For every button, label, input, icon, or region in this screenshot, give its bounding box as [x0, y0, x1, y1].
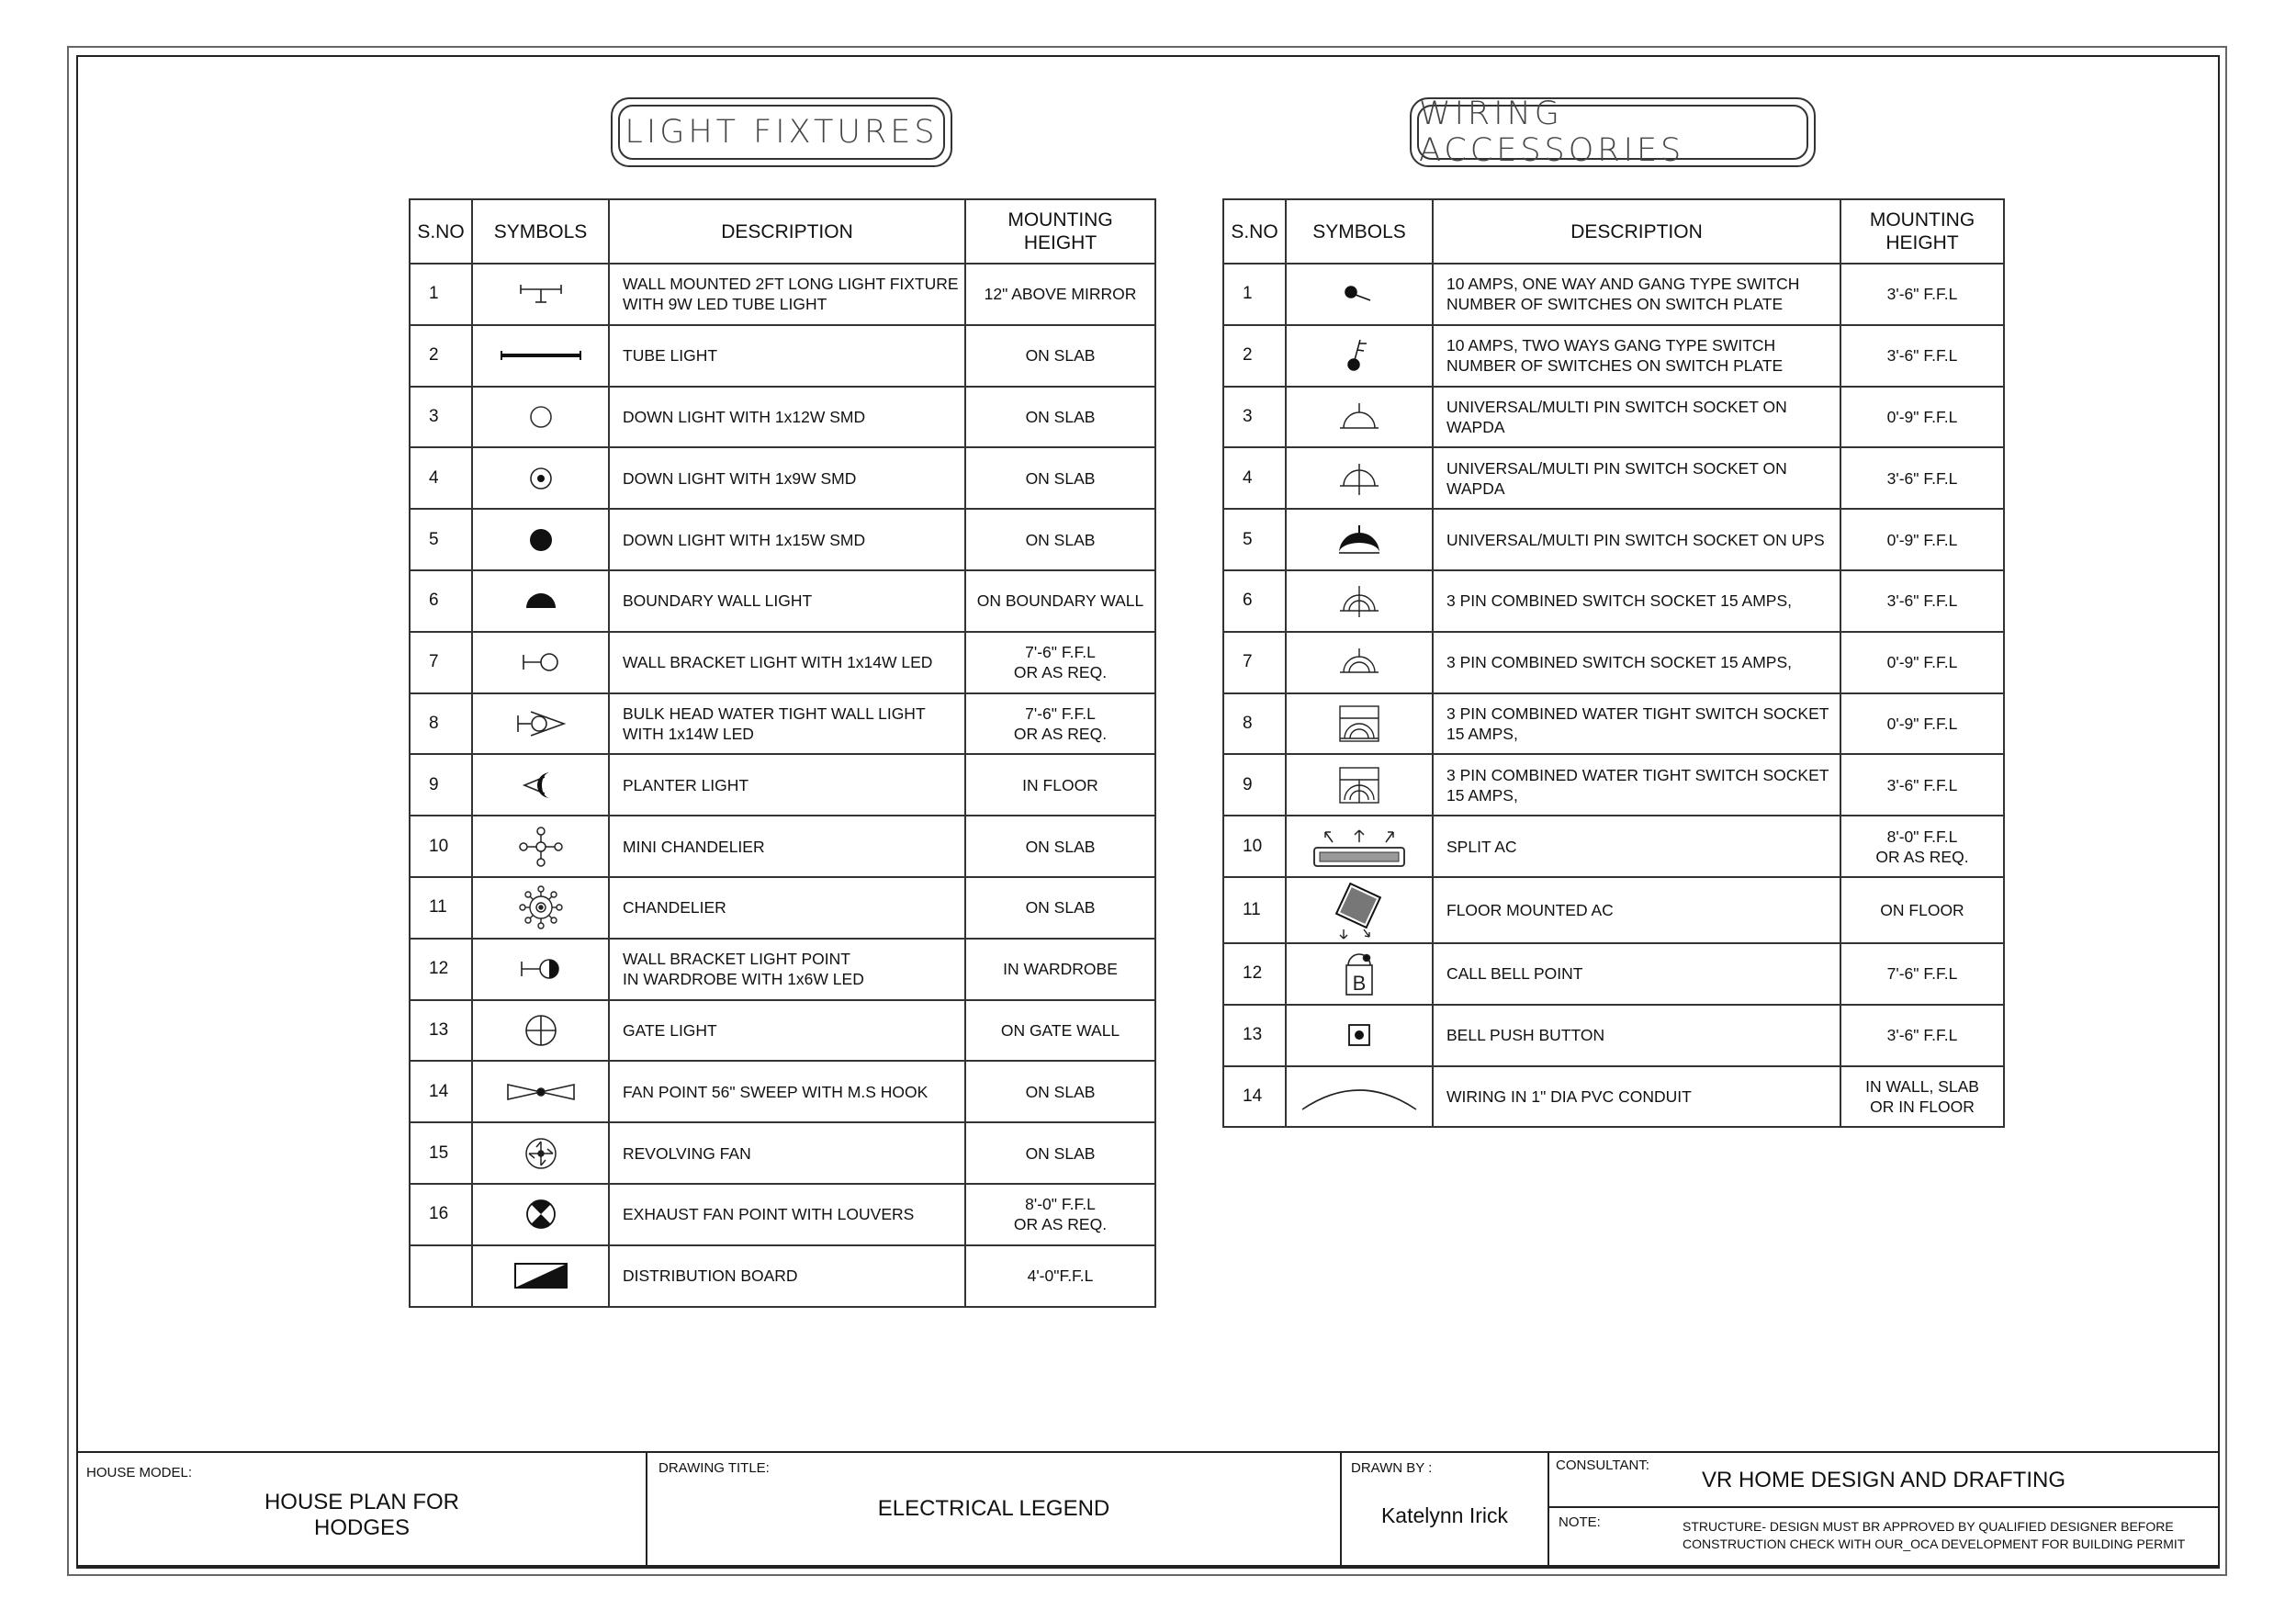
row-symbol-cell — [1286, 264, 1433, 325]
house-model-cell — [78, 1453, 647, 1565]
row-description: 10 AMPS, ONE WAY AND GANG TYPE SWITCH NUMBER OF SWITCHES ON SWITCH PLATE — [1433, 264, 1840, 325]
row-mounting-height: 8'-0" F.F.L OR AS REQ. — [1840, 816, 2004, 877]
table-row — [1223, 264, 2004, 325]
row-description: FAN POINT 56" SWEEP WITH M.S HOOK — [609, 1061, 965, 1122]
header-sno: S.NO — [410, 199, 472, 264]
bell-push-button-icon — [1287, 1021, 1432, 1049]
drawing-title-value: ELECTRICAL LEGEND — [877, 1496, 1110, 1521]
table-row — [410, 754, 1155, 816]
table-row — [1223, 632, 2004, 693]
table-header-row — [1223, 199, 2004, 264]
row-description: DISTRIBUTION BOARD — [609, 1245, 965, 1307]
row-description: WALL BRACKET LIGHT POINT IN WARDROBE WITH 1x6W LED — [609, 939, 965, 1000]
row-mounting-height: 3'-6" F.F.L — [1840, 754, 2004, 816]
row-symbol-cell — [472, 632, 609, 693]
call-bell-icon — [1287, 949, 1432, 998]
switch-socket-wapda-low-icon — [1287, 399, 1432, 435]
table-row — [410, 1061, 1155, 1122]
bulk-head-light-icon — [473, 708, 608, 739]
row-mounting-height: 3'-6" F.F.L — [1840, 325, 2004, 387]
row-description: WALL MOUNTED 2FT LONG LIGHT FIXTURE WITH 9W LED TUBE LIGHT — [609, 264, 965, 325]
row-sno: 11 — [1223, 877, 1286, 943]
row-mounting-height: IN WALL, SLAB OR IN FLOOR — [1840, 1066, 2004, 1128]
row-sno: 5 — [1223, 509, 1286, 570]
row-symbol-cell — [472, 816, 609, 877]
wiring-accessories-title: WIRING ACCESSORIES — [1419, 96, 1685, 169]
row-sno: 12 — [1223, 943, 1286, 1005]
row-mounting-height: IN WARDROBE — [965, 939, 1155, 1000]
row-description: DOWN LIGHT WITH 1x15W SMD — [609, 509, 965, 570]
table-row — [410, 387, 1155, 448]
row-symbol-cell — [1286, 632, 1433, 693]
row-symbol-cell — [1286, 877, 1433, 943]
row-sno: 1 — [1223, 264, 1286, 325]
water-tight-socket-high-icon — [1287, 764, 1432, 806]
row-symbol-cell — [1286, 693, 1433, 755]
table-row — [1223, 447, 2004, 509]
row-mounting-height: ON GATE WALL — [965, 1000, 1155, 1062]
row-sno: 2 — [1223, 325, 1286, 387]
row-sno: 2 — [410, 325, 472, 387]
switch-socket-ups-icon — [1287, 522, 1432, 558]
row-mounting-height: ON SLAB — [965, 816, 1155, 877]
two-way-switch-icon — [1287, 335, 1432, 376]
row-mounting-height: 7'-6" F.F.L OR AS REQ. — [965, 632, 1155, 693]
table-row — [1223, 325, 2004, 387]
row-symbol-cell — [1286, 1066, 1433, 1128]
wall-bracket-light-icon — [473, 648, 608, 676]
switch-socket-wapda-high-icon — [1287, 460, 1432, 497]
table-row — [410, 877, 1155, 939]
row-sno: 6 — [1223, 570, 1286, 632]
row-symbol-cell — [472, 1000, 609, 1062]
row-mounting-height: 3'-6" F.F.L — [1840, 264, 2004, 325]
row-symbol-cell — [1286, 754, 1433, 816]
row-sno: 6 — [410, 570, 472, 632]
row-sno: 15 — [410, 1122, 472, 1184]
row-description: UNIVERSAL/MULTI PIN SWITCH SOCKET ON WAPDA — [1433, 447, 1840, 509]
table-row — [410, 939, 1155, 1000]
row-sno: 8 — [410, 693, 472, 755]
header-description: DESCRIPTION — [609, 199, 965, 264]
row-mounting-height: ON SLAB — [965, 1122, 1155, 1184]
table-row — [410, 1184, 1155, 1245]
row-sno: 4 — [1223, 447, 1286, 509]
table-row — [1223, 1005, 2004, 1066]
row-description: FLOOR MOUNTED AC — [1433, 877, 1840, 943]
drawing-title-cell — [647, 1453, 1342, 1565]
row-mounting-height: 0'-9" F.F.L — [1840, 387, 2004, 448]
fan-point-icon — [473, 1081, 608, 1103]
row-description: BELL PUSH BUTTON — [1433, 1005, 1840, 1066]
row-description: 3 PIN COMBINED WATER TIGHT SWITCH SOCKET 15 AMPS, — [1433, 754, 1840, 816]
title-block — [76, 1451, 2220, 1567]
row-symbol-cell — [472, 264, 609, 325]
table-row — [410, 816, 1155, 877]
gate-light-icon — [473, 1012, 608, 1049]
row-sno: 11 — [410, 877, 472, 939]
row-mounting-height: 3'-6" F.F.L — [1840, 1005, 2004, 1066]
row-description: UNIVERSAL/MULTI PIN SWITCH SOCKET ON UPS — [1433, 509, 1840, 570]
one-way-switch-icon — [1287, 280, 1432, 308]
row-symbol-cell — [472, 325, 609, 387]
table-row — [1223, 754, 2004, 816]
row-sno: 5 — [410, 509, 472, 570]
floor-mounted-ac-icon — [1287, 878, 1432, 942]
row-symbol-cell — [472, 693, 609, 755]
note-cell — [1549, 1508, 2218, 1565]
row-symbol-cell — [1286, 325, 1433, 387]
distribution-board-icon — [473, 1262, 608, 1289]
row-symbol-cell — [1286, 943, 1433, 1005]
chandelier-icon — [473, 884, 608, 931]
house-model-label: HOUSE MODEL: — [86, 1465, 193, 1480]
row-mounting-height: 0'-9" F.F.L — [1840, 693, 2004, 755]
row-mounting-height: 0'-9" F.F.L — [1840, 632, 2004, 693]
row-sno: 7 — [1223, 632, 1286, 693]
drawn-by-cell — [1342, 1453, 1549, 1565]
row-symbol-cell — [472, 387, 609, 448]
row-symbol-cell — [1286, 509, 1433, 570]
header-symbols: SYMBOLS — [1286, 199, 1433, 264]
consultant-value: VR HOME DESIGN AND DRAFTING — [1701, 1468, 2066, 1492]
row-description: WIRING IN 1" DIA PVC CONDUIT — [1433, 1066, 1840, 1128]
row-sno: 10 — [410, 816, 472, 877]
row-sno: 9 — [1223, 754, 1286, 816]
row-description: PLANTER LIGHT — [609, 754, 965, 816]
table-row — [1223, 877, 2004, 943]
header-symbols: SYMBOLS — [472, 199, 609, 264]
row-symbol-cell — [472, 754, 609, 816]
row-description: WALL BRACKET LIGHT WITH 1x14W LED — [609, 632, 965, 693]
row-sno: 14 — [1223, 1066, 1286, 1128]
note-text: STRUCTURE- DESIGN MUST BR APPROVED BY QUALIFIED DESIGNER BEFORE CONSTRUCTION CHECK WITH OUR_OCA DEVELOPMENT FOR BUILDING PERMIT — [1683, 1519, 2186, 1551]
row-mounting-height: 7'-6" F.F.L — [1840, 943, 2004, 1005]
row-mounting-height: 8'-0" F.F.L OR AS REQ. — [965, 1184, 1155, 1245]
split-ac-icon — [1287, 824, 1432, 870]
wall-mounted-fixture-icon — [473, 280, 608, 308]
pvc-conduit-icon — [1287, 1078, 1432, 1115]
row-sno: 12 — [410, 939, 472, 1000]
row-symbol-cell — [472, 1245, 609, 1307]
row-mounting-height: 0'-9" F.F.L — [1840, 509, 2004, 570]
row-sno: 16 — [410, 1184, 472, 1245]
row-description: EXHAUST FAN POINT WITH LOUVERS — [609, 1184, 965, 1245]
revolving-fan-icon — [473, 1135, 608, 1172]
table-row — [410, 264, 1155, 325]
drawn-by-label: DRAWN BY : — [1351, 1460, 1433, 1476]
table-row — [1223, 943, 2004, 1005]
down-light-15w-icon — [473, 526, 608, 554]
row-mounting-height: ON SLAB — [965, 877, 1155, 939]
table-row — [410, 1245, 1155, 1307]
table-row — [1223, 509, 2004, 570]
combined-socket-15a-low-icon — [1287, 644, 1432, 681]
table-row — [1223, 570, 2004, 632]
row-mounting-height: ON BOUNDARY WALL — [965, 570, 1155, 632]
note-label: NOTE: — [1559, 1514, 1601, 1530]
light-fixtures-title-box — [611, 97, 952, 167]
row-sno: 3 — [1223, 387, 1286, 448]
row-description: BOUNDARY WALL LIGHT — [609, 570, 965, 632]
table-row — [410, 325, 1155, 387]
row-description: BULK HEAD WATER TIGHT WALL LIGHT WITH 1x14W LED — [609, 693, 965, 755]
table-row — [1223, 1066, 2004, 1128]
row-symbol-cell — [1286, 387, 1433, 448]
table-row — [410, 570, 1155, 632]
row-description: CALL BELL POINT — [1433, 943, 1840, 1005]
header-mounting-height: MOUNTING HEIGHT — [1840, 199, 2004, 264]
consultant-cell — [1549, 1453, 2218, 1508]
light-fixtures-title: LIGHT FIXTURES — [625, 114, 939, 151]
table-row — [410, 509, 1155, 570]
mini-chandelier-icon — [473, 824, 608, 870]
row-mounting-height: ON SLAB — [965, 387, 1155, 448]
combined-socket-15a-high-icon — [1287, 582, 1432, 619]
water-tight-socket-low-icon — [1287, 703, 1432, 745]
row-sno — [410, 1245, 472, 1307]
row-symbol-cell — [472, 1061, 609, 1122]
row-mounting-height: 12" ABOVE MIRROR — [965, 264, 1155, 325]
row-symbol-cell — [472, 447, 609, 509]
header-mounting-height: MOUNTING HEIGHT — [965, 199, 1155, 264]
drawn-by-value: Katelynn Irick — [1380, 1503, 1509, 1527]
wiring-accessories-table — [1222, 198, 2005, 1128]
planter-light-icon — [473, 770, 608, 801]
table-row — [1223, 693, 2004, 755]
row-description: 3 PIN COMBINED SWITCH SOCKET 15 AMPS, — [1433, 570, 1840, 632]
table-row — [410, 447, 1155, 509]
drawing-title-label: DRAWING TITLE: — [658, 1460, 770, 1476]
row-symbol-cell — [1286, 1005, 1433, 1066]
table-row — [410, 1000, 1155, 1062]
row-symbol-cell — [1286, 570, 1433, 632]
row-mounting-height: ON FLOOR — [1840, 877, 2004, 943]
row-sno: 9 — [410, 754, 472, 816]
row-mounting-height: ON SLAB — [965, 509, 1155, 570]
svg-text:B: B — [1352, 972, 1367, 996]
row-symbol-cell — [1286, 447, 1433, 509]
row-description: SPLIT AC — [1433, 816, 1840, 877]
row-symbol-cell — [472, 509, 609, 570]
down-light-12w-icon — [473, 403, 608, 431]
row-sno: 7 — [410, 632, 472, 693]
row-symbol-cell — [472, 1122, 609, 1184]
row-symbol-cell — [472, 877, 609, 939]
row-mounting-height: ON SLAB — [965, 1061, 1155, 1122]
table-row — [1223, 816, 2004, 877]
row-mounting-height: 3'-6" F.F.L — [1840, 570, 2004, 632]
table-row — [410, 693, 1155, 755]
boundary-wall-light-icon — [473, 590, 608, 612]
header-description: DESCRIPTION — [1433, 199, 1840, 264]
row-sno: 4 — [410, 447, 472, 509]
row-symbol-cell — [472, 939, 609, 1000]
consultant-label: CONSULTANT: — [1556, 1458, 1649, 1473]
row-description: DOWN LIGHT WITH 1x12W SMD — [609, 387, 965, 448]
row-symbol-cell — [472, 570, 609, 632]
row-mounting-height: 4'-0"F.F.L — [965, 1245, 1155, 1307]
row-description: UNIVERSAL/MULTI PIN SWITCH SOCKET ON WAPDA — [1433, 387, 1840, 448]
row-mounting-height: 7'-6" F.F.L OR AS REQ. — [965, 693, 1155, 755]
row-sno: 13 — [1223, 1005, 1286, 1066]
row-sno: 3 — [410, 387, 472, 448]
row-description: 3 PIN COMBINED SWITCH SOCKET 15 AMPS, — [1433, 632, 1840, 693]
row-symbol-cell — [1286, 816, 1433, 877]
table-row — [410, 632, 1155, 693]
row-description: CHANDELIER — [609, 877, 965, 939]
light-fixtures-table — [409, 198, 1156, 1308]
row-description: DOWN LIGHT WITH 1x9W SMD — [609, 447, 965, 509]
wardrobe-bracket-light-icon — [473, 954, 608, 984]
table-row — [410, 1122, 1155, 1184]
row-mounting-height: IN FLOOR — [965, 754, 1155, 816]
tube-light-icon — [473, 349, 608, 362]
row-description: REVOLVING FAN — [609, 1122, 965, 1184]
wiring-accessories-title-box — [1410, 97, 1816, 167]
down-light-9w-icon — [473, 465, 608, 492]
row-description: 3 PIN COMBINED WATER TIGHT SWITCH SOCKET 15 AMPS, — [1433, 693, 1840, 755]
row-mounting-height: 3'-6" F.F.L — [1840, 447, 2004, 509]
table-row — [1223, 387, 2004, 448]
table-header-row — [410, 199, 1155, 264]
row-sno: 13 — [410, 1000, 472, 1062]
exhaust-fan-icon — [473, 1198, 608, 1231]
row-mounting-height: ON SLAB — [965, 447, 1155, 509]
row-symbol-cell — [472, 1184, 609, 1245]
row-sno: 10 — [1223, 816, 1286, 877]
row-description: TUBE LIGHT — [609, 325, 965, 387]
row-sno: 1 — [410, 264, 472, 325]
header-sno: S.NO — [1223, 199, 1286, 264]
row-description: GATE LIGHT — [609, 1000, 965, 1062]
row-description: MINI CHANDELIER — [609, 816, 965, 877]
row-sno: 14 — [410, 1061, 472, 1122]
row-description: 10 AMPS, TWO WAYS GANG TYPE SWITCH NUMBER OF SWITCHES ON SWITCH PLATE — [1433, 325, 1840, 387]
row-sno: 8 — [1223, 693, 1286, 755]
row-mounting-height: ON SLAB — [965, 325, 1155, 387]
house-model-value: HOUSE PLAN FOR HODGES — [264, 1490, 460, 1540]
